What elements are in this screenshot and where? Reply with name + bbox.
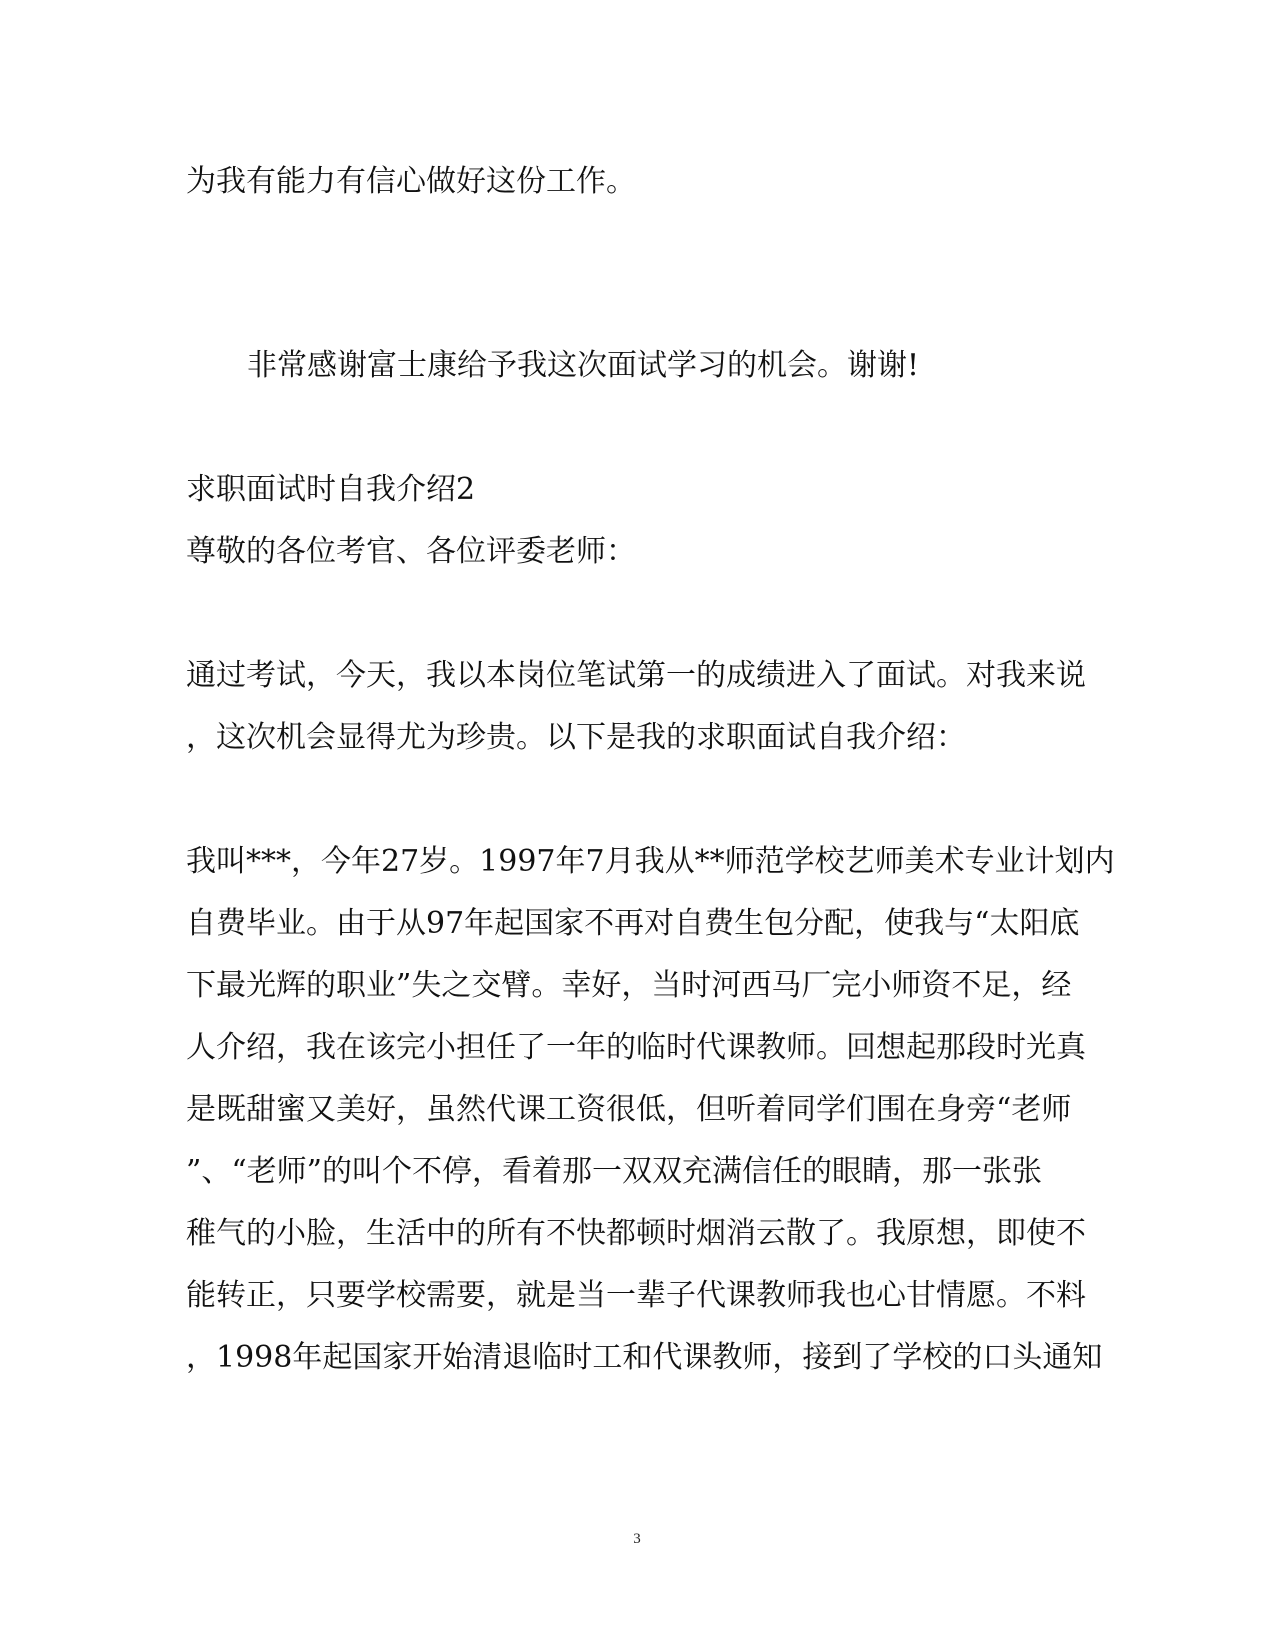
salutation: 尊敬的各位考官、各位评委老师： <box>186 534 636 569</box>
text-line-10: 人介绍，我在该完小担任了一年的临时代课教师。回想起那段时光真 <box>186 1030 1086 1065</box>
text-line-9: 下最光辉的职业”失之交臂。幸好，当时河西马厂完小师资不足，经 <box>186 968 1072 1003</box>
text-line-6: ，这次机会显得尤为珍贵。以下是我的求职面试自我介绍： <box>186 720 966 755</box>
text-line-15: ，1998年起国家开始清退临时工和代课教师，接到了学校的口头通知 <box>186 1340 1103 1375</box>
page-number: 3 <box>633 1531 641 1547</box>
text-line-14: 能转正，只要学校需要，就是当一辈子代课教师我也心甘情愿。不料 <box>186 1278 1086 1313</box>
text-line-2: 非常感谢富士康给予我这次面试学习的机会。谢谢! <box>247 348 920 383</box>
text-line-11: 是既甜蜜又美好，虽然代课工资很低，但听着同学们围在身旁“老师 <box>186 1092 1072 1127</box>
text-line-1: 为我有能力有信心做好这份工作。 <box>186 164 636 199</box>
text-line-13: 稚气的小脸，生活中的所有不快都顿时烟消云散了。我原想，即使不 <box>186 1216 1086 1251</box>
text-line-7: 我叫***，今年27岁。1997年7月我从**师范学校艺师美术专业计划内 <box>186 844 1115 879</box>
text-line-8: 自费毕业。由于从97年起国家不再对自费生包分配，使我与“太阳底 <box>186 906 1080 941</box>
text-line-5: 通过考试，今天，我以本岗位笔试第一的成绩进入了面试。对我来说 <box>186 658 1086 693</box>
section-heading: 求职面试时自我介绍2 <box>186 472 476 507</box>
text-line-12: ”、“老师”的叫个不停，看着那一双双充满信任的眼睛，那一张张 <box>186 1154 1043 1189</box>
